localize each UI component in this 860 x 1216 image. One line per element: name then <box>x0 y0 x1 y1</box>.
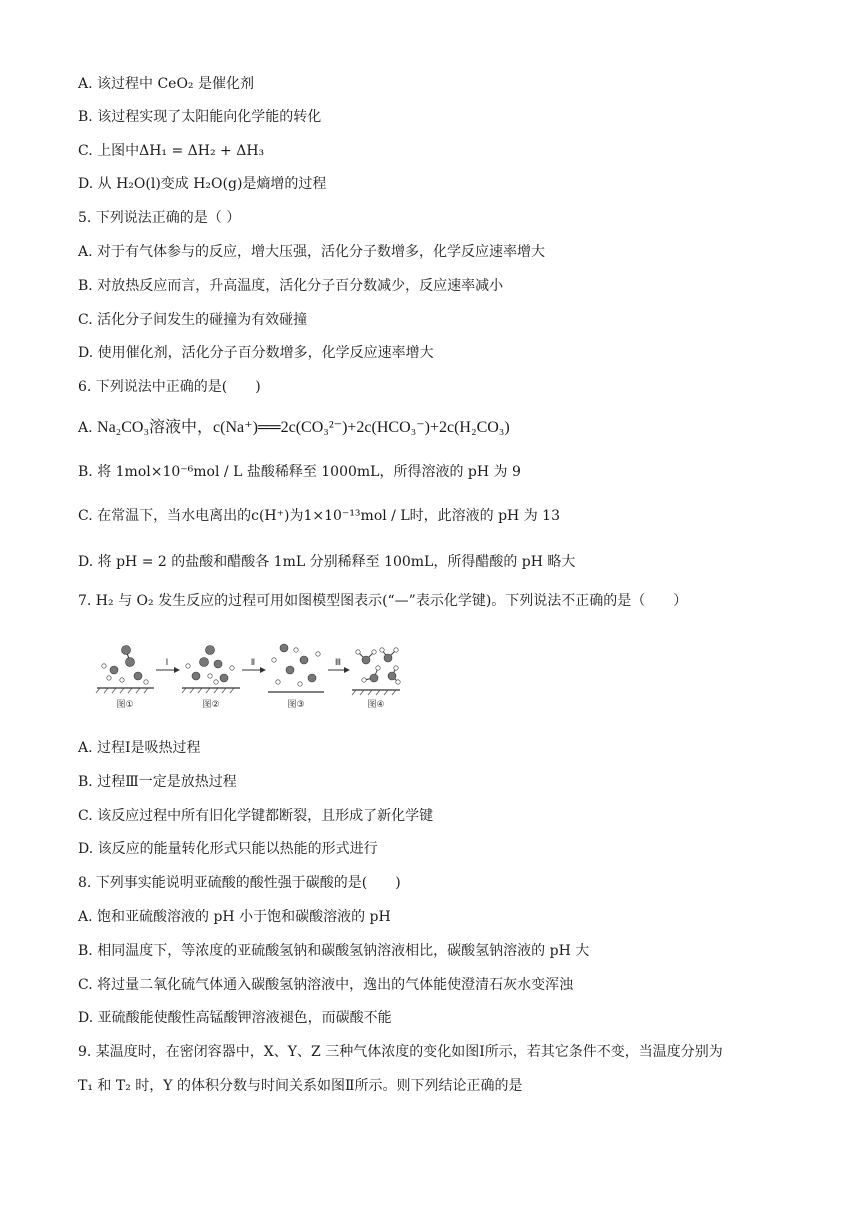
arrow-step-2 <box>242 658 266 673</box>
q4-option-b: B. 该过程实现了太阳能向化学能的转化 <box>78 109 322 125</box>
step-label-1: Ⅰ <box>165 658 169 668</box>
q4-option-d: D. 从 H₂O(l)变成 H₂O(g)是熵增的过程 <box>78 176 327 192</box>
figure-panel-4 <box>352 648 400 710</box>
q5-option-a: A. 对于有气体参与的反应，增大压强，活化分子数增多，化学反应速率增大 <box>78 244 546 260</box>
q5-option-b: B. 对放热反应而言，升高温度，活化分子百分数减少，反应速率减小 <box>78 278 504 294</box>
q7-option-a: A. 过程Ⅰ是吸热过程 <box>78 740 201 756</box>
q8-option-c: C. 将过量二氧化硫气体通入碳酸氢钠溶液中，逸出的气体能使澄清石灰水变浑浊 <box>78 977 574 993</box>
q6-option-d: D. 将 pH = 2 的盐酸和醋酸各 1mL 分别稀释至 100mL，所得醋酸的 pH 略大 <box>78 554 576 570</box>
arrow-step-3 <box>328 658 350 673</box>
reaction-model-figure <box>92 640 402 712</box>
q8-option-a: A. 饱和亚硫酸溶液的 pH 小于饱和碳酸溶液的 pH <box>78 909 391 925</box>
figure-caption-3: 图③ <box>287 700 305 710</box>
q6-option-c: C. 在常温下，当水电离出的c(H⁺)为1×10⁻¹³mol / L时，此溶液的 pH 为 13 <box>78 508 560 524</box>
q6-option-b: B. 将 1mol×10⁻⁶mol / L 盐酸稀释至 1000mL，所得溶液的 pH 为 9 <box>78 464 521 480</box>
q9-stem-line-2: T₁ 和 T₂ 时，Y 的体积分数与时间关系如图Ⅱ所示。则下列结论正确的是 <box>78 1078 523 1094</box>
q6-stem: 6. 下列说法中正确的是( ) <box>78 379 261 395</box>
figure-panel-2 <box>182 646 240 711</box>
arrow-step-1 <box>156 658 180 673</box>
q8-option-b: B. 相同温度下，等浓度的亚硫酸氢钠和碳酸氢钠溶液相比，碳酸氢钠溶液的 pH 大 <box>78 943 590 959</box>
step-label-3: Ⅲ <box>334 658 342 668</box>
q4-option-a: A. 该过程中 CeO₂ 是催化剂 <box>78 76 254 92</box>
q7-option-d: D. 该反应的能量转化形式只能以热能的形式进行 <box>78 841 378 857</box>
figure-caption-4: 图④ <box>367 700 385 710</box>
q7-option-b: B. 过程Ⅲ一定是放热过程 <box>78 774 237 790</box>
figure-panel-3 <box>268 644 324 710</box>
figure-panel-1 <box>96 646 154 711</box>
q5-option-c: C. 活化分子间发生的碰撞为有效碰撞 <box>78 312 308 328</box>
q5-option-d: D. 使用催化剂，活化分子百分数增多，化学反应速率增大 <box>78 345 434 361</box>
step-label-2: Ⅱ <box>250 658 256 668</box>
q8-option-d: D. 亚硫酸能使酸性高锰酸钾溶液褪色，而碳酸不能 <box>78 1010 392 1026</box>
q9-stem-line-1: 9. 某温度时，在密闭容器中，X、Y、Z 三种气体浓度的变化如图Ⅰ所示，若其它条件不变，当温度分别为 <box>78 1044 723 1060</box>
figure-caption-2: 图② <box>202 700 220 710</box>
q4-option-c: C. 上图中ΔH₁ = ΔH₂ + ΔH₃ <box>78 143 265 159</box>
q5-stem: 5. 下列说法正确的是（ ） <box>78 210 241 226</box>
q6-option-a <box>78 418 510 438</box>
q6-option-a-label: A. <box>78 420 93 436</box>
q7-stem: 7. H₂ 与 O₂ 发生反应的过程可用如图模型图表示(“—”表示化学键)。下列说法不正确的是（ ） <box>78 593 688 609</box>
q7-option-c: C. 该反应过程中所有旧化学键都断裂，且形成了新化学键 <box>78 808 434 824</box>
q6-option-a-formula: Na₂CO₃溶液中，c(Na⁺)══2c(CO₃²⁻)+2c(HCO₃⁻)+2c(H₂CO₃) <box>97 419 510 436</box>
q8-stem: 8. 下列事实能说明亚硫酸的酸性强于碳酸的是( ) <box>78 875 401 891</box>
figure-caption-1: 图① <box>116 700 134 710</box>
